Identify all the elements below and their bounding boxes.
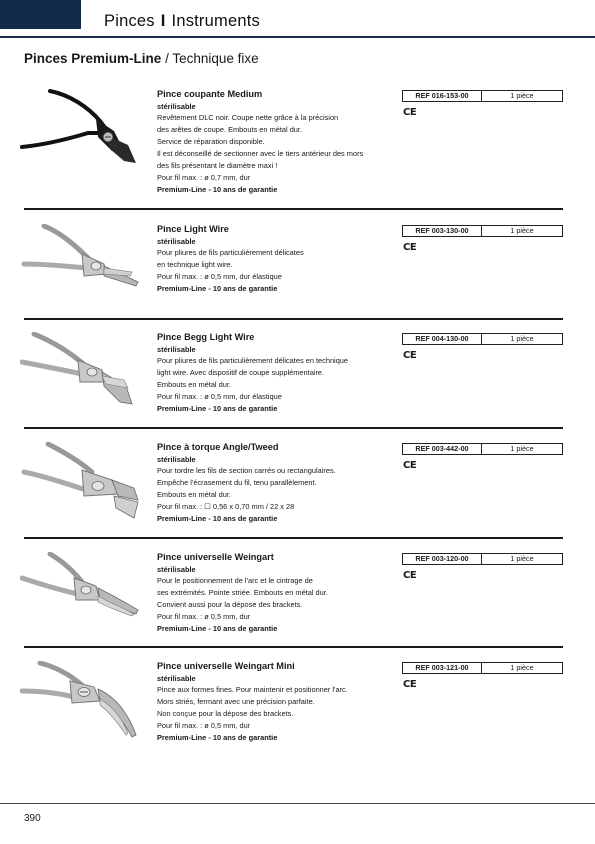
product-description-line: Mors striés, fermant avec une précision parfaite. xyxy=(157,697,315,706)
product-item xyxy=(0,442,595,546)
page-number: 390 xyxy=(24,813,41,824)
product-divider xyxy=(24,208,563,210)
ref-number: REF 003-120-00 xyxy=(403,554,482,564)
header-rule xyxy=(0,36,595,38)
ref-number: REF 003-442-00 xyxy=(403,444,482,454)
product-sterilisable: stérilisable xyxy=(157,237,196,246)
product-info xyxy=(157,661,402,744)
ce-mark: CE xyxy=(403,107,417,118)
product-name: Pince universelle Weingart Mini xyxy=(157,661,295,671)
ref-quantity: 1 pièce xyxy=(510,663,534,672)
product-name: Pince Begg Light Wire xyxy=(157,332,255,342)
product-item xyxy=(0,89,595,193)
product-description-line: des fils présentant le diamètre maxi ! xyxy=(157,161,278,170)
product-warranty: Premium-Line - 10 ans de garantie xyxy=(157,404,278,413)
ce-mark: CE xyxy=(403,350,417,361)
product-description-line: Embouts en métal dur. xyxy=(157,380,231,389)
ref-quantity: 1 pièce xyxy=(510,554,534,563)
product-description-line: en technique light wire. xyxy=(157,260,233,269)
product-info xyxy=(157,442,402,525)
product-name: Pince à torque Angle/Tweed xyxy=(157,442,279,452)
footer-rule xyxy=(0,803,595,804)
ref-box xyxy=(402,662,563,674)
product-description-line: Pour le positionnement de l'arc et le cintrage de xyxy=(157,576,313,585)
ref-quantity: 1 pièce xyxy=(510,444,534,453)
product-sterilisable: stérilisable xyxy=(157,455,196,464)
product-description-line: des arêtes de coupe. Embouts en métal dur. xyxy=(157,125,303,134)
product-name: Pince Light Wire xyxy=(157,224,229,234)
product-name: Pince coupante Medium xyxy=(157,89,263,99)
ref-box xyxy=(402,225,563,237)
ref-number: REF 003-130-00 xyxy=(403,226,482,236)
product-divider xyxy=(24,318,563,320)
product-description-line: Convient aussi pour la dépose des brackets. xyxy=(157,600,303,609)
product-item xyxy=(0,661,595,765)
product-description-line: ses extrémités. Pointe striée. Embouts en métal dur. xyxy=(157,588,328,597)
product-divider xyxy=(24,427,563,429)
product-sterilisable: stérilisable xyxy=(157,102,196,111)
product-name: Pince universelle Weingart xyxy=(157,552,274,562)
ref-box xyxy=(402,90,563,102)
product-description-line: Pour fil max. : ø 0,5 mm, dur élastique xyxy=(157,272,282,281)
product-item xyxy=(0,224,595,328)
ref-quantity: 1 pièce xyxy=(510,226,534,235)
ce-mark: CE xyxy=(403,570,417,581)
section-title-light: / Technique fixe xyxy=(165,51,259,66)
product-sterilisable: stérilisable xyxy=(157,674,196,683)
ce-mark: CE xyxy=(403,242,417,253)
ref-box xyxy=(402,553,563,565)
ce-mark: CE xyxy=(403,679,417,690)
weingart-pliers-icon xyxy=(20,552,145,634)
header-section: Pinces xyxy=(104,12,155,30)
product-description-line: Pour fil max. : ø 0,7 mm, dur xyxy=(157,173,251,182)
product-description-line: Pour fil max. : ø 0,5 mm, dur xyxy=(157,721,251,730)
product-warranty: Premium-Line - 10 ans de garantie xyxy=(157,624,278,633)
product-divider xyxy=(24,646,563,648)
product-sterilisable: stérilisable xyxy=(157,565,196,574)
product-warranty: Premium-Line - 10 ans de garantie xyxy=(157,514,278,523)
product-description-line: Il est déconseillé de sectionner avec le tiers antérieur des mors xyxy=(157,149,364,158)
product-description-line: Pour fil max. : ø 0,5 mm, dur xyxy=(157,612,251,621)
section-title-bold: Pinces Premium-Line xyxy=(24,51,162,66)
ref-number: REF 016-153-00 xyxy=(403,91,482,101)
product-description-line: Pour fil max. : ☐ 0,56 x 0,70 mm / 22 x 28 xyxy=(157,502,295,511)
torque-pliers-icon xyxy=(20,442,145,524)
header-color-tab xyxy=(0,0,81,29)
product-divider xyxy=(24,537,563,539)
product-info xyxy=(157,552,402,635)
product-description-line: Pince aux formes fines. Pour maintenir et positionner l'arc. xyxy=(157,685,348,694)
light-wire-pliers-icon xyxy=(20,224,145,306)
product-description-line: Pour tordre les fils de section carrés ou rectangulaires. xyxy=(157,466,336,475)
product-description-line: Service de réparation disponible. xyxy=(157,137,265,146)
header-separator: I xyxy=(160,12,166,30)
product-warranty: Premium-Line - 10 ans de garantie xyxy=(157,733,278,742)
ref-quantity: 1 pièce xyxy=(510,334,534,343)
product-description-line: Pour fil max. : ø 0,5 mm, dur élastique xyxy=(157,392,282,401)
product-description-line: light wire. Avec dispositif de coupe supplémentaire. xyxy=(157,368,325,377)
product-item xyxy=(0,332,595,436)
product-info xyxy=(157,89,402,196)
product-description-line: Embouts en métal dur. xyxy=(157,490,231,499)
product-description-line: Empêche l'écrasement du fil, tenu parallèlement. xyxy=(157,478,317,487)
product-sterilisable: stérilisable xyxy=(157,345,196,354)
begg-pliers-icon xyxy=(20,332,145,414)
product-description-line: Non conçue pour la dépose des brackets. xyxy=(157,709,294,718)
product-info xyxy=(157,332,402,415)
ref-box xyxy=(402,443,563,455)
product-warranty: Premium-Line - 10 ans de garantie xyxy=(157,185,278,194)
product-info xyxy=(157,224,402,295)
ref-quantity: 1 pièce xyxy=(510,91,534,100)
ce-mark: CE xyxy=(403,460,417,471)
weingart-mini-pliers-icon xyxy=(20,661,145,743)
ref-number: REF 004-130-00 xyxy=(403,334,482,344)
ref-box xyxy=(402,333,563,345)
cutting-pliers-black-icon xyxy=(20,89,145,171)
header-subsection: Instruments xyxy=(171,12,260,30)
product-description-line: Pour pliures de fils particulièrement délicates en technique xyxy=(157,356,349,365)
product-warranty: Premium-Line - 10 ans de garantie xyxy=(157,284,278,293)
product-description-line: Pour pliures de fils particulièrement délicates xyxy=(157,248,304,257)
section-title xyxy=(24,51,259,66)
product-item xyxy=(0,552,595,656)
page-header xyxy=(104,12,260,31)
product-description-line: Revêtement DLC noir. Coupe nette grâce à la précision xyxy=(157,113,339,122)
ref-number: REF 003-121-00 xyxy=(403,663,482,673)
